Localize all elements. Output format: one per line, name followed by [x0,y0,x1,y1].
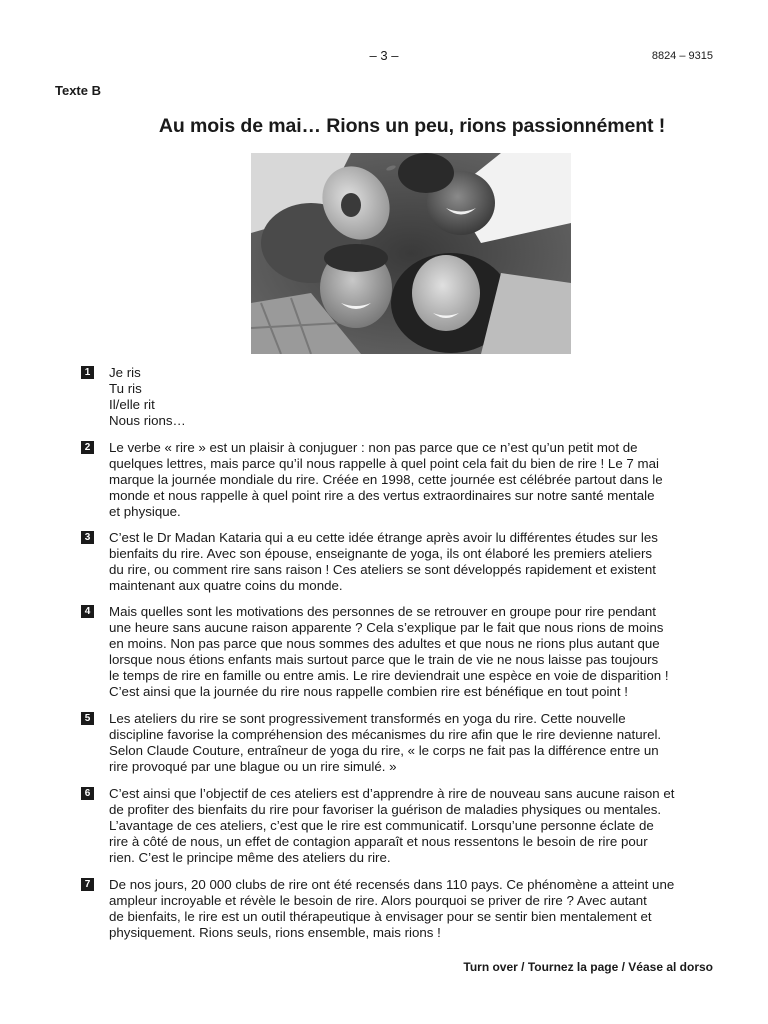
text-line: De nos jours, 20 000 clubs de rire ont été recensés dans 110 pays. Ce phénomène a atteint une [109,877,675,892]
text-line: Les ateliers du rire se sont progressivement transformés en yoga du rire. Cette nouvelle [109,711,626,726]
text-line: rire à côté de nous, un effet de contagion apparaît et nous ressentons le besoin de rire pour [109,834,648,849]
text-line: ampleur incroyable et révèle le besoin de rire. Alors pourquoi se priver de rire ? Avec autant [109,893,647,908]
paragraph-number: 1 [81,366,94,379]
paragraph-number: 6 [81,787,94,800]
group-photo [251,153,571,354]
text-line: du rire, ou comment rire sans raison ! Ces ateliers se sont développés rapidement et existent [109,562,656,577]
text-label: Texte B [55,83,101,98]
text-line: physiquement. Rions seuls, rions ensemble, mais rions ! [109,925,441,940]
text-line: rire provoqué par une blague ou un rire simulé. » [109,759,397,774]
paragraph-3 [81,530,721,594]
paragraph-body [109,711,721,775]
text-line: de profiter des bienfaits du rire pour favoriser la guérison de maladies physiques ou mentales. [109,802,662,817]
verse-line: Je ris [109,365,141,380]
text-line: bienfaits du rire. Avec son épouse, enseignante de yoga, ils ont élaboré les premiers ateliers [109,546,653,561]
text-line: monde et nous rappelle à quel point rire a des vertus extraordinaires sur notre santé mentale [109,488,655,503]
paragraph-2 [81,440,721,520]
paragraph-number: 2 [81,441,94,454]
verse-line: Il/elle rit [109,397,155,412]
verse-line: Tu ris [109,381,142,396]
paragraph-body [109,604,721,700]
text-line: une heure sans aucune raison apparente ? Cela s’explique par le fait que nous rions de moins [109,620,664,635]
text-line: Le verbe « rire » est un plaisir à conjuguer : non pas parce que ce n’est qu’un petit mot de [109,440,638,455]
paragraph-body [109,365,721,429]
text-line: et physique. [109,504,181,519]
text-line: C’est ainsi que la journée du rire nous rappelle combien rire est bénéfique en tout point ! [109,684,628,699]
text-line: rien. C’est le principe même des ateliers du rire. [109,850,391,865]
paragraph-4 [81,604,721,700]
paragraph-6 [81,786,721,866]
text-line: discipline favorise la compréhension des mécanismes du rire afin que le rire devienne naturel. [109,727,662,742]
paragraph-number: 3 [81,531,94,544]
paragraph-body [109,877,721,941]
article-title: Au mois de mai… Rions un peu, rions passionnément ! [158,115,666,137]
paragraph-body [109,440,721,520]
text-line: C’est le Dr Madan Kataria qui a eu cette idée étrange après avoir lu différentes études sur les [109,530,658,545]
text-line: marque la journée mondiale du rire. Créée en 1998, cette journée est célébrée partout dans le [109,472,663,487]
text-line: quelques lettres, mais parce qu’il nous rappelle à quel point cela fait du bien de rire ! Le 7 mai [109,456,659,471]
text-line: L’avantage de ces ateliers, c’est que le rire est communicatif. Lorsqu’une personne éclate de [109,818,654,833]
paragraph-1 [81,365,721,429]
text-line: maintenant aux quatre coins du monde. [109,578,343,593]
verse-line: Nous rions… [109,413,186,428]
paragraph-body [109,786,721,866]
page-number: – 3 – [369,48,399,63]
text-line: en moins. Non pas parce que nous sommes des adultes et que nous ne rions plus autant que [109,636,660,651]
paragraph-number: 7 [81,878,94,891]
text-line: lorsque nous étions enfants mais surtout parce que le train de vie ne nous laisse pas toujours [109,652,659,667]
text-line: C’est ainsi que l’objectif de ces ateliers est d’apprendre à rire de nouveau sans aucune raison et [109,786,675,801]
paragraph-body [109,530,721,594]
paragraph-5 [81,711,721,775]
turn-over-footer: Turn over / Tournez la page / Véase al dorso [463,960,713,974]
text-line: de bienfaits, le rire est un outil thérapeutique à envisager pour se sentir bien mentalement et [109,909,652,924]
text-line: le temps de rire en famille ou entre amis. Le rire deviendrait une espèce en voie de disparition ! [109,668,669,683]
text-line: Mais quelles sont les motivations des personnes de se retrouver en groupe pour rire pendant [109,604,656,619]
paragraph-number: 4 [81,605,94,618]
document-code: 8824 – 9315 [651,50,713,62]
text-line: Selon Claude Couture, entraîneur de yoga du rire, « le corps ne fait pas la différence entre un [109,743,659,758]
paragraph-number: 5 [81,712,94,725]
paragraph-7 [81,877,721,941]
